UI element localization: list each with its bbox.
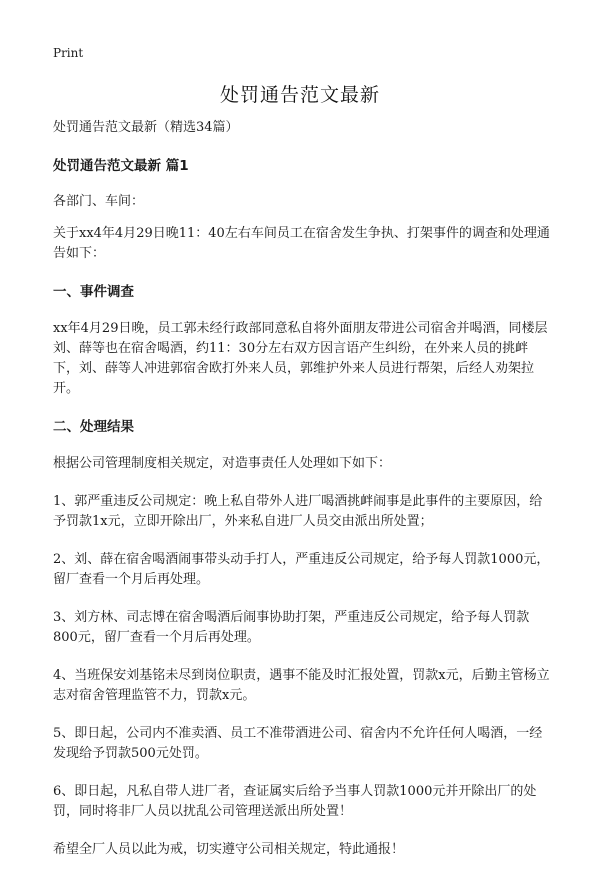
section-heading-investigation: 一、事件调查	[53, 284, 134, 300]
list-item: 5、即日起，公司内不准卖酒、员工不准带酒进公司、宿舍内不允许任何人喝酒，一经发现给予罚款500元处罚。	[53, 726, 543, 761]
closing-paragraph: 希望全厂人员以此为戒，切实遵守公司相关规定，特此通报！	[53, 842, 405, 857]
list-item: 4、当班保安刘基铭未尽到岗位职责，遇事不能及时汇报处置，罚款x元，后勤主管杨立志对宿舍管理监管不力，罚款x元。	[53, 668, 550, 703]
result-intro-paragraph: 根据公司管理制度相关规定，对造事责任人处理如下如下：	[53, 456, 392, 471]
list-item: 1、郭严重违反公司规定：晚上私自带外人进厂喝酒挑衅闹事是此事件的主要原因，给予罚款1x元，立即开除出厂，外来私自进厂人员交由派出所处置；	[53, 494, 543, 529]
document-body	[53, 118, 553, 872]
print-label: Print	[53, 46, 84, 60]
page-title: 处罚通告范文最新	[219, 84, 380, 106]
investigation-paragraph: xx年4月29日晚，员工郭未经行政部同意私自将外面朋友带进公司宿舍并喝酒，同楼层刘、薛等也在宿舍喝酒，约11：30分左右双方因言语产生纠纷，在外来人员的挑衅下，刘、薛等人冲进郭宿舍欧打外来人员，郭维护外来人员进行帮架，后经人劝架拉开。	[53, 321, 548, 396]
list-item: 6、即日起，凡私自带人进厂者，查证属实后给予当事人罚款1000元并开除出厂的处罚，同时将非厂人员以扰乱公司管理送派出所处置！	[53, 784, 537, 819]
document-subtitle: 处罚通告范文最新（精选34篇）	[53, 120, 239, 135]
salutation: 各部门、车间：	[53, 194, 145, 209]
list-item: 3、刘方林、司志博在宿舍喝酒后闹事协助打架，严重违反公司规定，给予每人罚款800元，留厂查看一个月后再处理。	[53, 610, 530, 645]
intro-paragraph: 关于xx4年4月29日晚11：40左右车间员工在宿舍发生争执、打架事件的调查和处理通告如下：	[53, 226, 550, 261]
article-heading: 处罚通告范文最新 篇1	[53, 158, 189, 174]
list-item: 2、刘、薛在宿舍喝酒闹事带头动手打人，严重违反公司规定，给予每人罚款1000元，留厂查看一个月后再处理。	[53, 552, 550, 587]
section-heading-result: 二、处理结果	[53, 419, 134, 435]
